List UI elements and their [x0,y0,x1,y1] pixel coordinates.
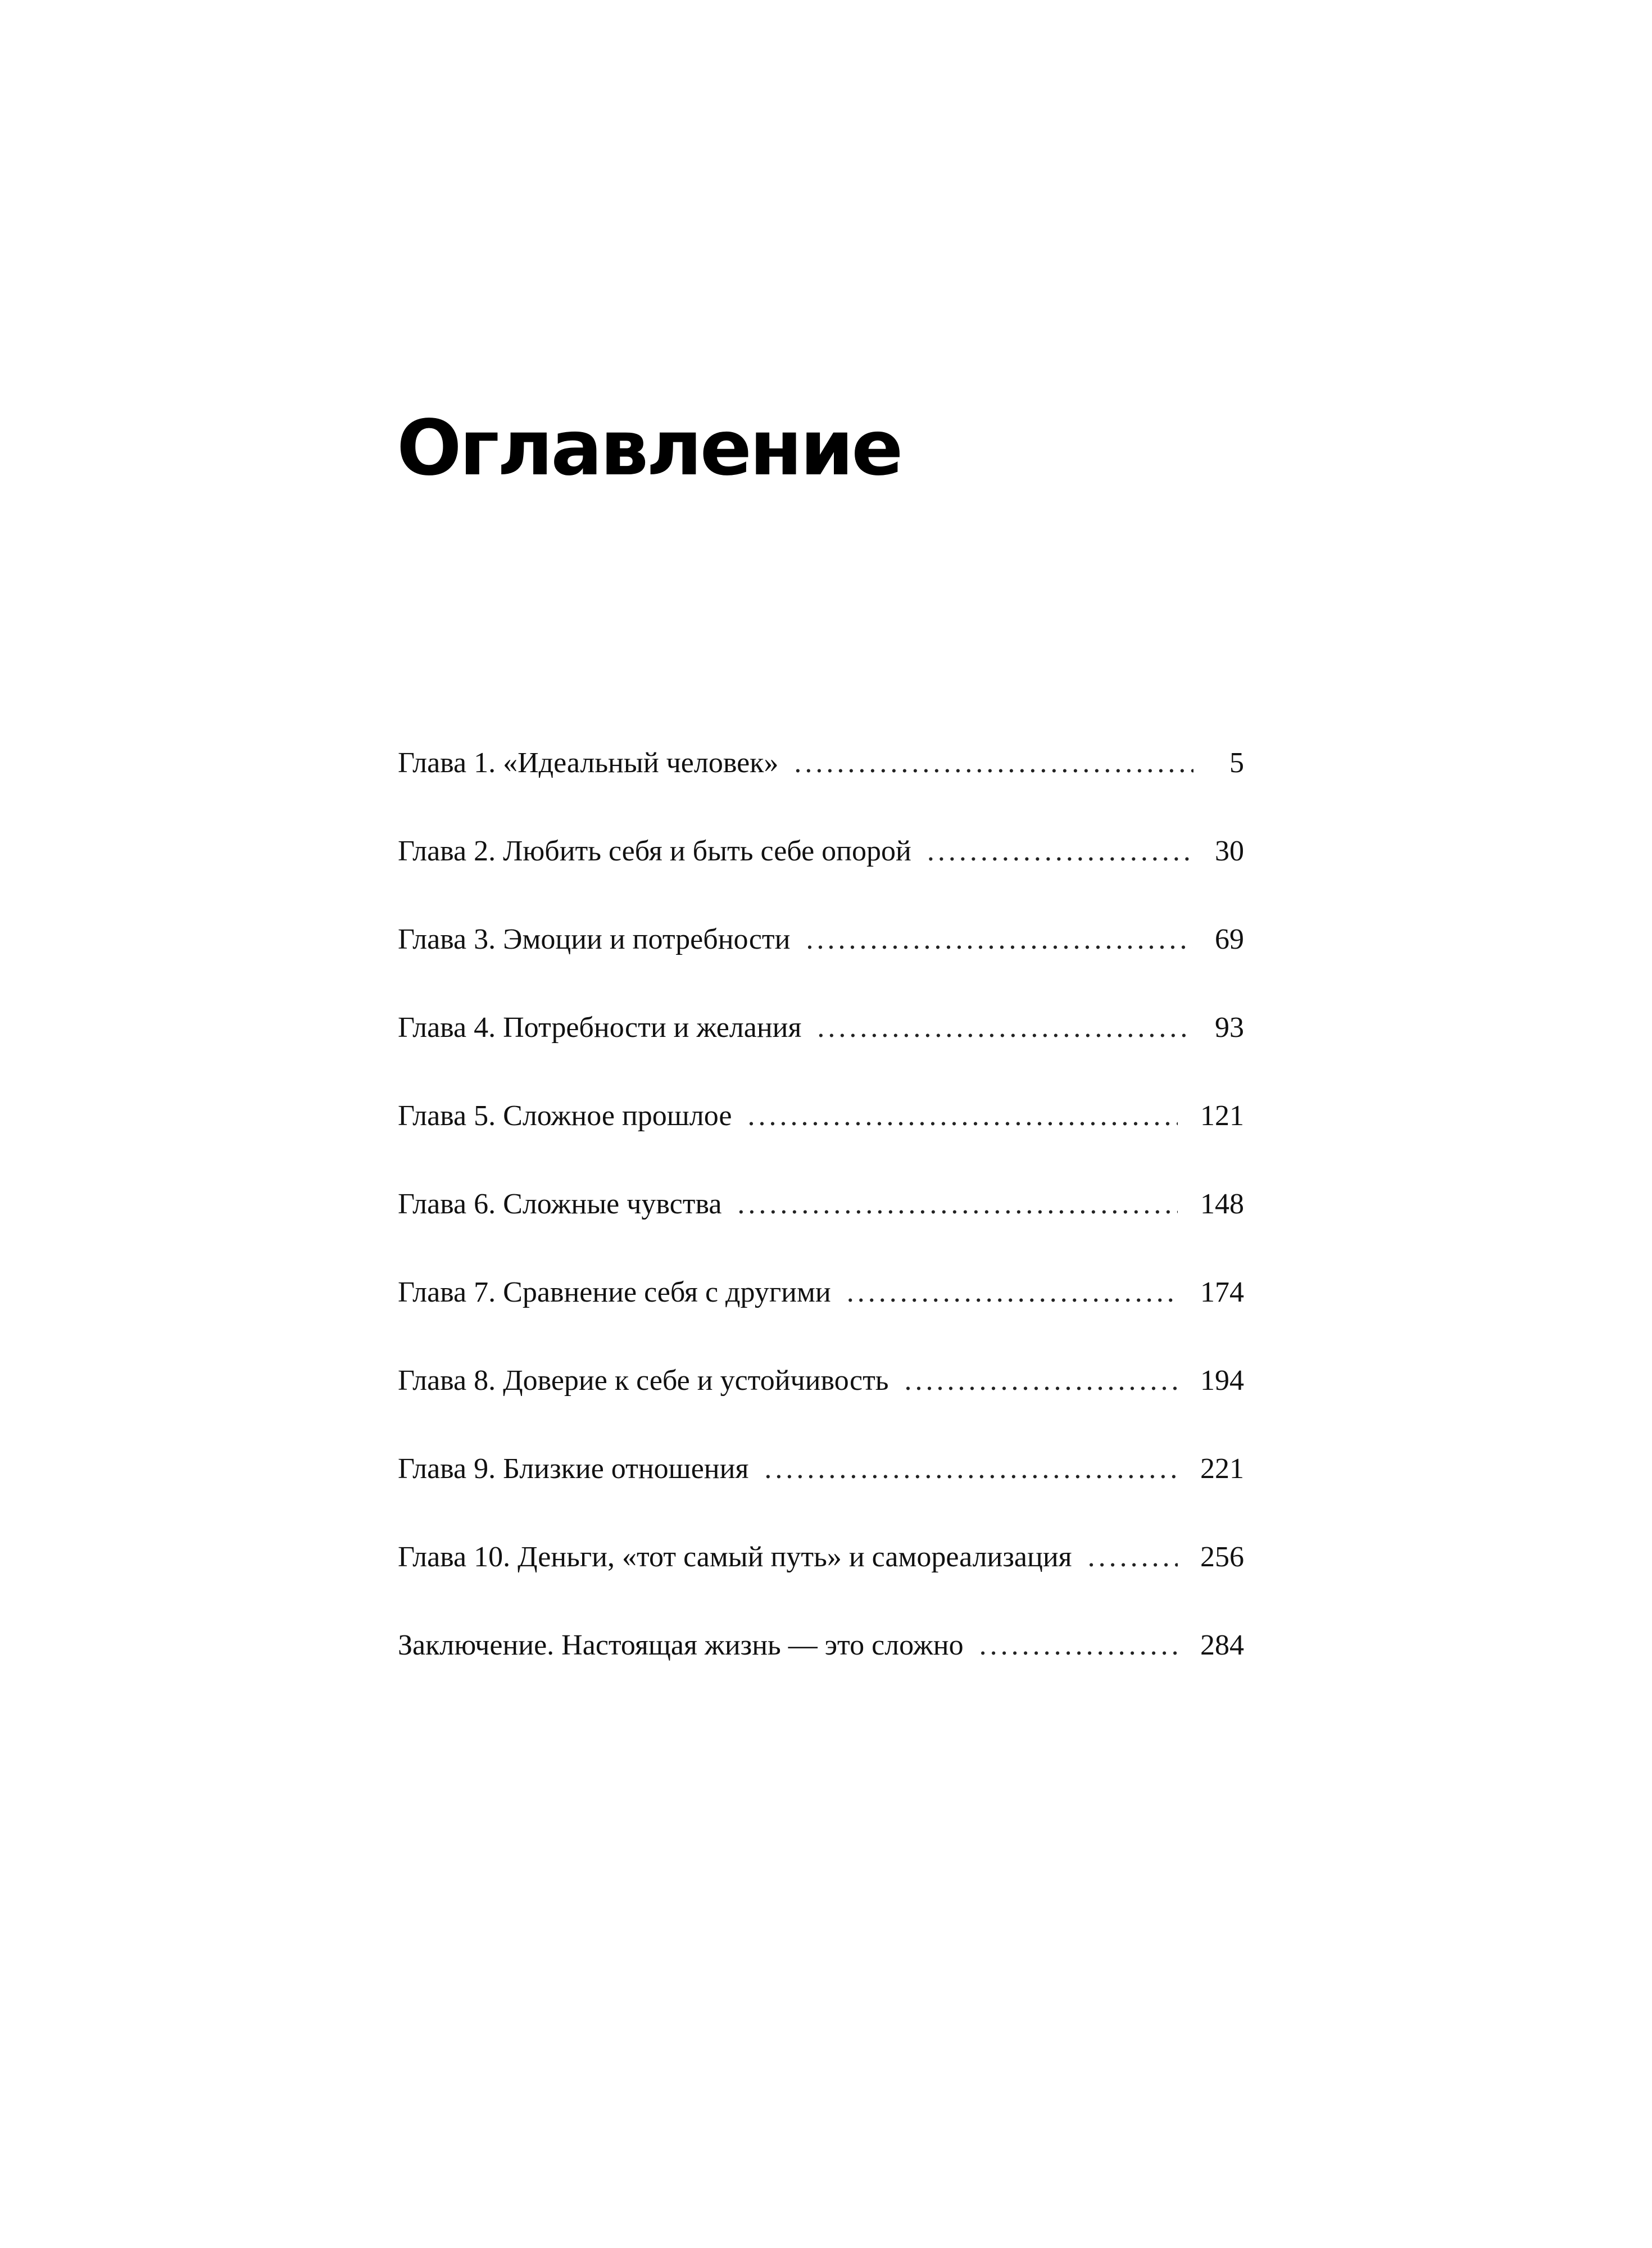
table-of-contents [398,746,1244,1717]
dot-leader [817,1011,1192,1044]
toc-entry-page: 69 [1215,923,1244,955]
page-title: Оглавление [397,404,901,493]
toc-entry-page: 194 [1200,1365,1244,1397]
toc-entry-label: Заключение. Настоящая жизнь — это сложно [398,1629,964,1661]
toc-entry [398,1099,1244,1188]
toc-entry-label: Глава 2. Любить себя и быть себе опорой [398,835,911,867]
dot-leader [747,1099,1178,1132]
dot-leader [737,1188,1178,1221]
toc-entry-page: 121 [1200,1100,1244,1132]
toc-entry-page: 93 [1215,1012,1244,1044]
toc-entry-page: 256 [1200,1541,1244,1573]
toc-entry-label: Глава 10. Деньги, «тот самый путь» и самореализация [398,1541,1072,1573]
dot-leader [794,746,1193,779]
dot-leader [905,1364,1178,1397]
toc-entry-label: Глава 1. «Идеальный человек» [398,747,779,779]
toc-entry [398,1452,1244,1540]
toc-entry [398,1276,1244,1364]
toc-entry [398,1188,1244,1276]
toc-entry-page: 148 [1200,1188,1244,1220]
toc-entry-label: Глава 4. Потребности и желания [398,1012,802,1044]
toc-entry [398,835,1244,923]
toc-entry-page: 30 [1215,835,1244,867]
dot-leader [764,1452,1178,1485]
toc-entry-page: 5 [1229,747,1244,779]
toc-entry-label: Глава 9. Близкие отношения [398,1453,749,1485]
toc-entry-label: Глава 6. Сложные чувства [398,1188,722,1220]
toc-entry-label: Глава 8. Доверие к себе и устойчивость [398,1365,889,1397]
toc-entry-page: 174 [1200,1276,1244,1308]
dot-leader [1088,1540,1178,1574]
toc-entry [398,1540,1244,1629]
dot-leader [979,1629,1178,1662]
toc-entry-label: Глава 5. Сложное прошлое [398,1100,732,1132]
dot-leader [847,1276,1178,1309]
toc-entry [398,1011,1244,1099]
toc-entry [398,923,1244,1011]
toc-entry [398,1364,1244,1452]
dot-leader [806,923,1192,956]
toc-entry [398,746,1244,835]
toc-entry-page: 221 [1200,1453,1244,1485]
toc-entry-page: 284 [1200,1629,1244,1661]
toc-entry-label: Глава 3. Эмоции и потребности [398,923,791,955]
toc-entry [398,1629,1244,1717]
toc-entry-label: Глава 7. Сравнение себя с другими [398,1276,831,1308]
dot-leader [927,835,1192,868]
